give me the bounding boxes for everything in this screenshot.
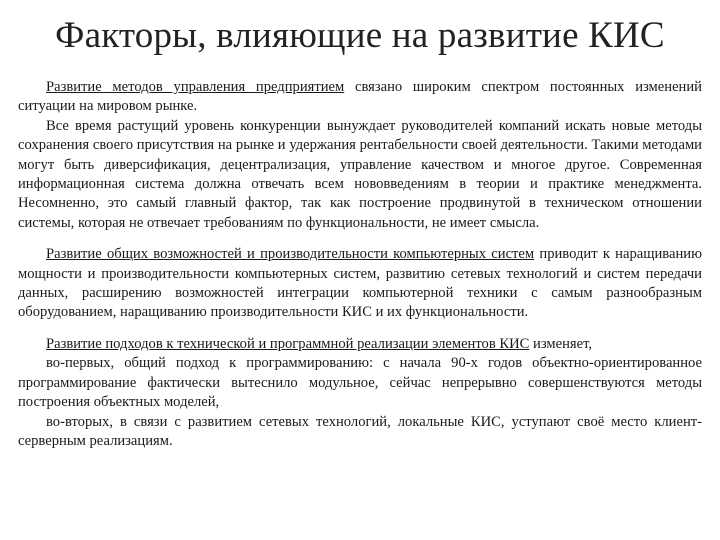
paragraph: Все время растущий уровень конкуренции вынуждает руководителей компаний искать новые методы сохранения своего присутствия на рынке и удержания рентабельности своей деятельности. Такими методами могут быть диверсификация, децентрализация, управление качеством и многое другое. Современная информационная система должна отвечать всем нововведениям в теории и практике менеджмента. Несомненно, это самый главный фактор, так как построение продвинутой в техническом отношении системы, которая не отвечает требованиям по функциональности, не имеет смысла.: [18, 117, 702, 231]
paragraph: [18, 78, 702, 117]
paragraph-text: приводит к наращиванию мощности и производительности компьютерных систем, развитию сетевых технологий и систем передачи данных, расширению возможностей интеграции компьютерной техники с самым разнообразным оборудованием, наращиванию производительности КИС и их функциональности.: [18, 246, 702, 321]
paragraph: во-первых, общий подход к программированию: с начала 90-х годов объектно-ориентированное программирование фактически вытеснило модульное, сейчас непрерывно совершенствуются методы построения объектных моделей,: [18, 355, 702, 411]
section-implementation-approaches: [18, 335, 702, 451]
section-management-methods: [18, 78, 702, 233]
section-heading: Развитие подходов к технической и программной реализации элементов КИС: [46, 335, 530, 352]
paragraph: [18, 245, 702, 323]
section-computer-systems: [18, 245, 702, 323]
section-heading: Развитие методов управления предприятием: [46, 79, 345, 95]
paragraph: во-вторых, в связи с развитием сетевых технологий, локальные КИС, уступают своё место клиент-серверным реализациям.: [18, 413, 702, 449]
slide-title: Факторы, влияющие на развитие КИС: [55, 15, 665, 56]
slide-content: [18, 78, 702, 451]
section-heading: Развитие общих возможностей и производительности компьютерных систем: [46, 246, 535, 263]
paragraph-text: связано широким спектром постоянных изменений ситуации на мировом рынке.: [18, 79, 702, 115]
paragraph-text: изменяет,: [529, 335, 593, 352]
paragraph: [18, 335, 702, 354]
